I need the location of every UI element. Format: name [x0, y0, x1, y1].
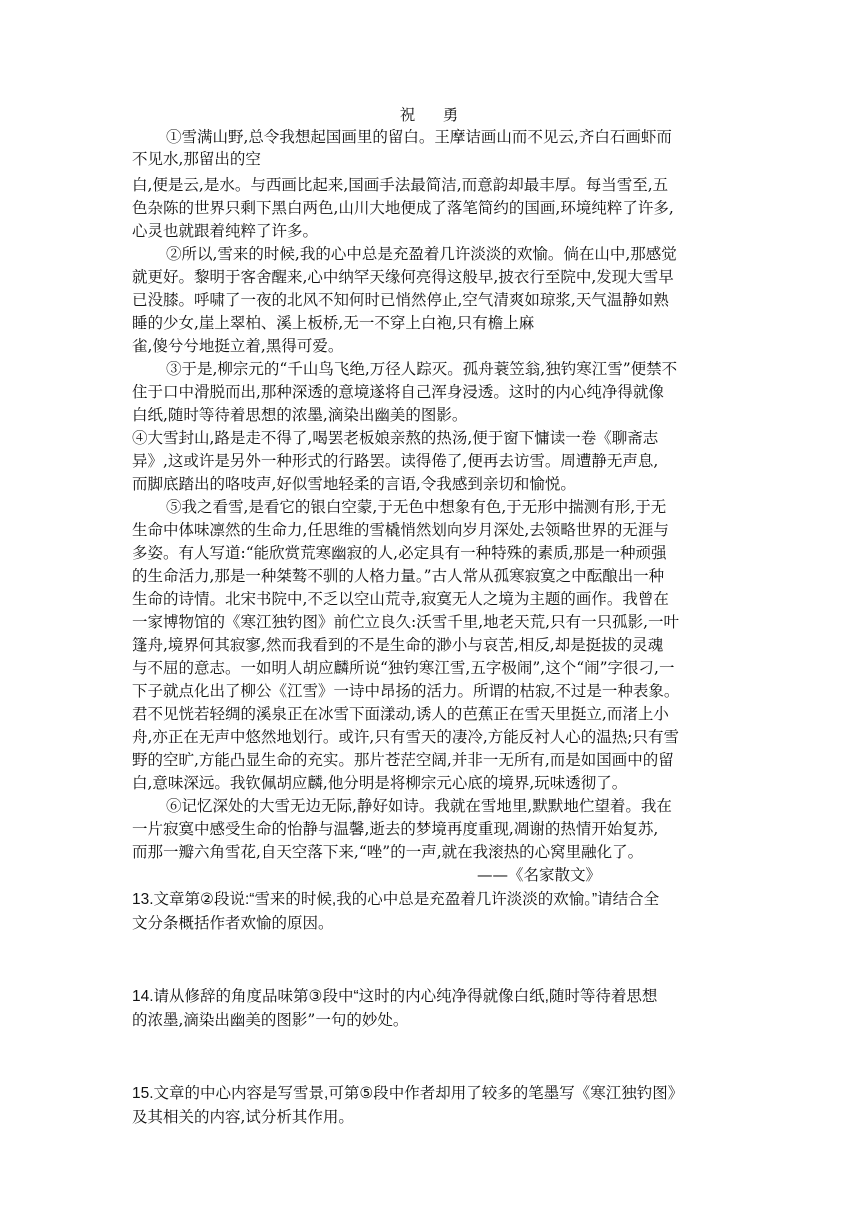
paragraph-5-line: 野的空旷,方能凸显生命的充实。那片苍茫空阔,并非一无所有,而是如国画中的留 — [132, 751, 674, 769]
question-13-line: 文分条概括作者欢愉的原因。 — [132, 914, 334, 932]
paragraph-5-line: 的生命活力,那是一种桀骜不驯的人格力量。”古人常从孤寒寂寞之中酝酿出一种 — [132, 567, 665, 585]
paragraph-1-line: 不见水,那留出的空 — [132, 150, 261, 168]
paragraph-5-line: 生命中体味凛然的生命力,任思维的雪橇悄然划向岁月深处,去领略世界的无涯与 — [132, 521, 669, 539]
paragraph-4-line: ④大雪封山,路是走不得了,喝罢老板娘亲熬的热汤,便于窗下慵读一卷《聊斋志 — [132, 429, 659, 447]
paragraph-1-line: 色杂陈的世界只剩下黑白两色,山川大地便成了落笔简约的国画,环境纯粹了许多, — [132, 199, 674, 217]
paragraph-6-line: 一片寂寞中感受生命的怡静与温馨,逝去的梦境再度重现,凋谢的热情开始复苏, — [132, 820, 659, 838]
paragraph-5-line: 白,意味深远。我钦佩胡应麟,他分明是将柳宗元心底的境界,玩味透彻了。 — [132, 774, 628, 792]
paragraph-6-line: ⑥记忆深处的大雪无边无际,静好如诗。我就在雪地里,默默地伫望着。我在 — [166, 797, 672, 815]
paragraph-5-line: 与不屈的意志。一如明人胡应麟所说“独钓寒江雪,五字极闹”,这个“闹”字很刁,一 — [132, 659, 675, 677]
paragraph-5-line: 多姿。有人写道:“能欣赏荒寒幽寂的人,必定具有一种特殊的素质,那是一种顽强 — [132, 544, 667, 562]
paragraph-2-line: 就更好。黎明于客舍醒来,心中纳罕天缘何亮得这般早,披衣行至院中,发现大雪早 — [132, 268, 674, 286]
paragraph-3-line: 住于口中滑脱而出,那种深透的意境遂将自己浑身浸透。这时的内心纯净得就像 — [132, 383, 664, 401]
paragraph-2-line: ②所以,雪来的时候,我的心中总是充盈着几许淡淡的欢愉。倘在山中,那感觉 — [166, 245, 677, 263]
paragraph-1-line: 心灵也就跟着纯粹了许多。 — [132, 222, 319, 240]
paragraph-5-line: 下子就点化出了柳公《江雪》一诗中昂扬的活力。所谓的枯寂,不过是一种表象。 — [132, 682, 680, 700]
paragraph-5-line: 舟,亦正在无声中悠然地划行。或许,只有雪天的凄冷,方能反衬人心的温热;只有雪 — [132, 728, 680, 746]
question-14-line: 的浓墨,滴染出幽美的图影”一句的妙处。 — [132, 1011, 409, 1029]
question-14-line: 14.请从修辞的角度品味第③段中“这时的内心纯净得就像白纸,随时等待着思想 — [132, 988, 658, 1005]
paragraph-1-line: 白,便是云,是水。与西画比起来,国画手法最简洁,而意韵却最丰厚。每当雪至,五 — [132, 176, 669, 194]
paragraph-1-line: ①雪满山野,总令我想起国画里的留白。王摩诘画山而不见云,齐白石画虾而 — [166, 128, 672, 146]
paragraph-2-line: 睡的少女,崖上翠柏、溪上板桥,无一不穿上白袍,只有檐上麻 — [132, 314, 535, 332]
question-15-line: 15.文章的中心内容是写雪景,可第⑤段中作者却用了较多的笔墨写《寒江独钓图》 — [132, 1085, 684, 1102]
paragraph-3-line: 白纸,随时等待着思想的浓墨,滴染出幽美的图影。 — [132, 406, 468, 424]
paragraph-2-line: 雀,傻兮兮地挺立着,黑得可爱。 — [132, 337, 344, 355]
source-citation: ——《名家散文》 — [477, 866, 602, 884]
paragraph-4-line: 而脚底踏出的咯吱声,好似雪地轻柔的言语,令我感到亲切和愉悦。 — [132, 475, 576, 493]
page-title: 祝 勇 — [399, 106, 465, 124]
paragraph-2-line: 已没膝。呼啸了一夜的北风不知何时已悄然停止,空气清爽如琼浆,天气温静如熟 — [132, 291, 669, 309]
paragraph-5-line: 一家博物馆的《寒江独钓图》前伫立良久:沃雪千里,地老天荒,只有一只孤影,一叶 — [132, 613, 680, 631]
paragraph-5-line: ⑤我之看雪,是看它的银白空蒙,于无色中想象有色,于无形中揣测有形,于无 — [166, 498, 667, 516]
question-15-line: 及其相关的内容,试分析其作用。 — [132, 1108, 354, 1126]
paragraph-5-line: 篷舟,境界何其寂寥,然而我看到的不是生命的渺小与哀苦,相反,却是挺拔的灵魂 — [132, 636, 664, 654]
paragraph-3-line: ③于是,柳宗元的“千山鸟飞绝,万径人踪灭。孤舟蓑笠翁,独钓寒江雪”便禁不 — [166, 360, 678, 378]
paragraph-5-line: 君不见恍若轻绸的溪泉正在冰雪下面漾动,诱人的芭蕉正在雪天里挺立,而渚上小 — [132, 705, 669, 723]
paragraph-6-line: 而那一瓣六角雪花,自天空落下来,“唑”的一声,就在我滚热的心窝里融化了。 — [132, 843, 644, 861]
paragraph-4-line: 异》,这或许是另外一种形式的行路罢。读得倦了,便再去访雪。周遭静无声息, — [132, 452, 659, 470]
question-13-line: 13.文章第②段说:“雪来的时候,我的心中总是充盈着几许淡淡的欢愉。”请结合全 — [132, 891, 660, 908]
paragraph-5-line: 生命的诗情。北宋书院中,不乏以空山荒寺,寂寞无人之境为主题的画作。我曾在 — [132, 590, 669, 608]
